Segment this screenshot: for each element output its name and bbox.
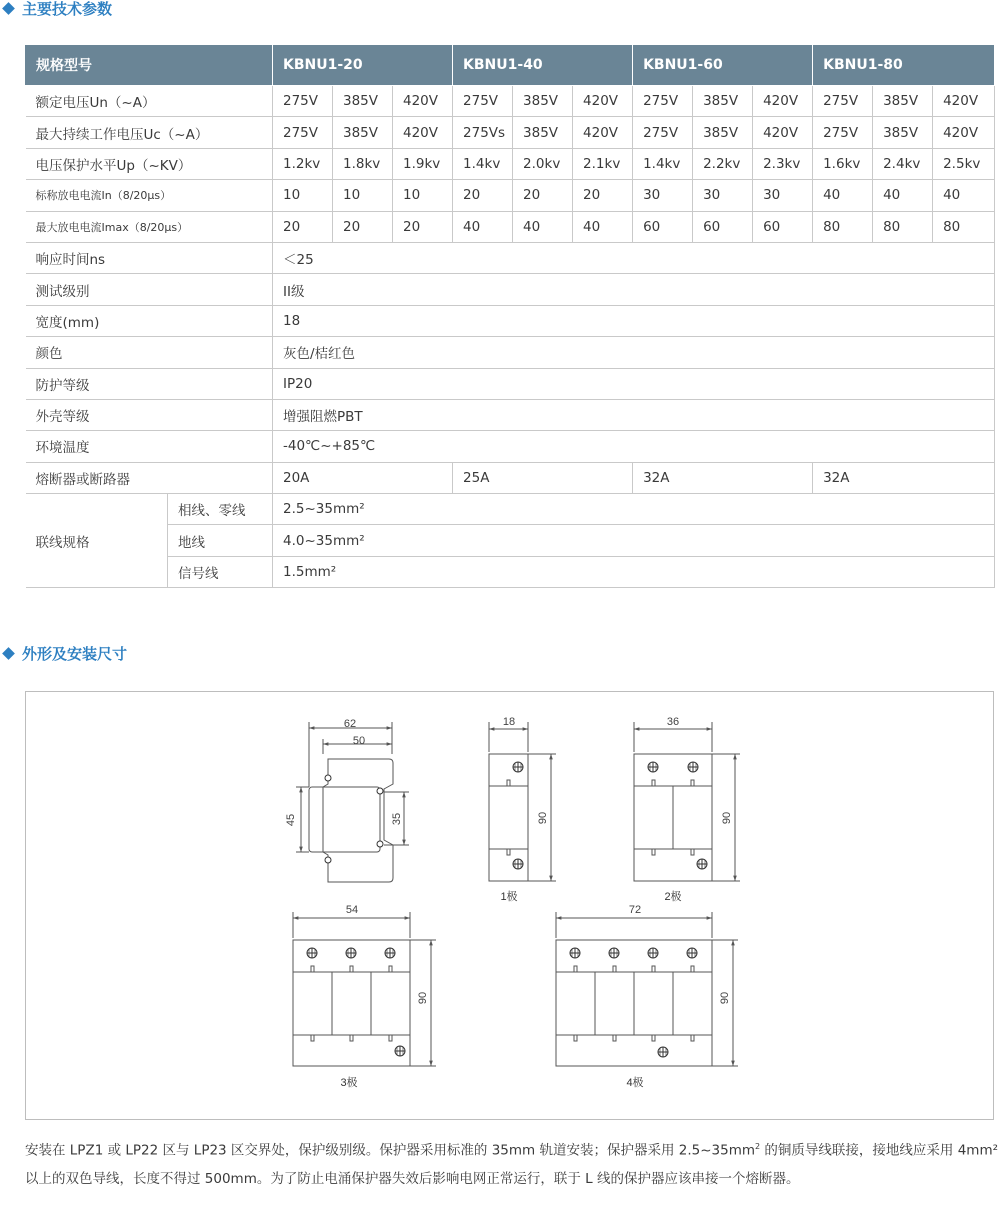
dim-label: 90 (417, 991, 429, 1005)
dim-label: 45 (285, 813, 297, 827)
table-cell: 2.3kv (753, 148, 813, 179)
table-cell: 10 (273, 180, 333, 211)
row-label: 联线规格 (26, 494, 168, 588)
row-sublabel: 相线、零线 (168, 494, 273, 525)
row-label: 电压保护水平Up（~KV） (26, 148, 273, 179)
table-header-row (26, 45, 995, 86)
table-cell: 60 (693, 211, 753, 242)
table-cell: 420V (393, 117, 453, 148)
description-text: 安装在 LPZ1 或 LP22 区与 LP23 区交界处，保护级别级。保护器采用标准的 35mm 轨道安装；保护器采用 2.5~35mm (25, 1142, 756, 1159)
table-row (26, 399, 995, 430)
description-text: 的铜质导线联接，接地线应采用 4mm² 以上的双色导线，长度不得过 500mm。为了防止电涌保护器失效后影响电网正常运行，联于 L 线的保护器应该串接一个熔断器。 (25, 1142, 999, 1187)
table-row (26, 117, 995, 148)
table-cell: 275V (633, 117, 693, 148)
table-cell: ＜25 (273, 242, 995, 273)
dim-label: 90 (719, 991, 731, 1005)
table-cell: 275V (813, 117, 873, 148)
spec-table (25, 44, 995, 588)
dim-label: 90 (537, 811, 549, 825)
installation-description (25, 1133, 1000, 1193)
table-row (26, 431, 995, 462)
diamond-icon (2, 647, 15, 660)
table-cell: 385V (873, 86, 933, 117)
table-cell: 40 (573, 211, 633, 242)
row-label: 环境温度 (26, 431, 273, 462)
header-model: KBNU1-20 (273, 45, 453, 86)
table-row (26, 494, 995, 525)
pole1-drawing (489, 716, 556, 903)
section-title-dimensions (4, 643, 127, 664)
table-cell: 1.5mm² (273, 556, 995, 587)
pole-label: 4极 (626, 1077, 644, 1089)
table-cell: 80 (933, 211, 995, 242)
table-row (26, 180, 995, 211)
table-cell: 420V (933, 86, 995, 117)
table-cell: 385V (693, 86, 753, 117)
table-cell: 32A (813, 462, 995, 493)
table-cell: 40 (873, 180, 933, 211)
side-view-drawing (285, 718, 409, 882)
dim-label: 90 (721, 811, 733, 825)
diamond-icon (2, 2, 15, 15)
row-label: 宽度(mm) (26, 305, 273, 336)
row-label: 额定电压Un（~A） (26, 86, 273, 117)
row-label: 防护等级 (26, 368, 273, 399)
table-cell: 275V (453, 86, 513, 117)
row-label: 最大放电电流Imax（8/20μs） (26, 211, 273, 242)
table-cell: 420V (573, 86, 633, 117)
table-cell: 18 (273, 305, 995, 336)
table-cell: 30 (753, 180, 813, 211)
table-cell: 2.5kv (933, 148, 995, 179)
pole3-drawing (293, 904, 436, 1089)
pole-label: 2极 (664, 891, 682, 903)
dim-label: 62 (343, 718, 357, 730)
dim-label: 18 (502, 716, 516, 728)
row-sublabel: 信号线 (168, 556, 273, 587)
table-cell: 420V (573, 117, 633, 148)
dimension-diagram (25, 691, 994, 1120)
header-model: KBNU1-60 (633, 45, 813, 86)
table-cell: 1.6kv (813, 148, 873, 179)
table-cell: II级 (273, 274, 995, 305)
table-cell: 385V (873, 117, 933, 148)
table-cell: 80 (813, 211, 873, 242)
table-cell: 420V (393, 86, 453, 117)
table-cell: 2.1kv (573, 148, 633, 179)
table-cell: 25A (453, 462, 633, 493)
table-cell: 32A (633, 462, 813, 493)
table-cell: -40℃~+85℃ (273, 431, 995, 462)
superscript: 2 (755, 1142, 761, 1151)
row-label: 测试级别 (26, 274, 273, 305)
table-cell: 40 (813, 180, 873, 211)
table-cell: 20 (333, 211, 393, 242)
table-cell: IP20 (273, 368, 995, 399)
dim-label: 54 (345, 904, 359, 916)
table-cell: 10 (333, 180, 393, 211)
table-cell: 385V (333, 117, 393, 148)
section-title-text: 外形及安装尺寸 (22, 645, 128, 663)
table-cell: 40 (933, 180, 995, 211)
row-label: 最大持续工作电压Uc（~A） (26, 117, 273, 148)
table-cell: 275Vs (453, 117, 513, 148)
table-row (26, 86, 995, 117)
table-cell: 20 (573, 180, 633, 211)
table-cell: 30 (633, 180, 693, 211)
table-cell: 275V (273, 117, 333, 148)
table-cell: 275V (813, 86, 873, 117)
table-cell: 1.2kv (273, 148, 333, 179)
table-cell: 灰色/桔红色 (273, 337, 995, 368)
table-cell: 1.8kv (333, 148, 393, 179)
table-row (26, 211, 995, 242)
table-cell: 275V (273, 86, 333, 117)
table-cell: 20A (273, 462, 453, 493)
table-cell: 2.0kv (513, 148, 573, 179)
table-cell: 20 (513, 180, 573, 211)
table-cell: 1.4kv (633, 148, 693, 179)
table-cell: 10 (393, 180, 453, 211)
table-cell: 30 (693, 180, 753, 211)
table-cell: 1.9kv (393, 148, 453, 179)
table-row (26, 274, 995, 305)
table-row (26, 525, 995, 556)
table-row (26, 368, 995, 399)
table-cell: 385V (513, 86, 573, 117)
table-cell: 385V (333, 86, 393, 117)
table-cell: 60 (633, 211, 693, 242)
table-row (26, 242, 995, 273)
table-row (26, 462, 995, 493)
row-sublabel: 地线 (168, 525, 273, 556)
table-cell: 40 (513, 211, 573, 242)
dim-label: 50 (352, 735, 366, 747)
table-row (26, 305, 995, 336)
header-label: 规格型号 (26, 45, 273, 86)
dim-label: 72 (628, 904, 642, 916)
table-cell: 2.5~35mm² (273, 494, 995, 525)
pole-label: 1极 (500, 891, 518, 903)
table-cell: 80 (873, 211, 933, 242)
row-label: 熔断器或断路器 (26, 462, 273, 493)
table-cell: 20 (393, 211, 453, 242)
table-cell: 20 (453, 180, 513, 211)
table-cell: 385V (693, 117, 753, 148)
table-cell: 420V (753, 117, 813, 148)
row-label: 外壳等级 (26, 399, 273, 430)
header-model: KBNU1-40 (453, 45, 633, 86)
row-label: 颜色 (26, 337, 273, 368)
table-cell: 40 (453, 211, 513, 242)
table-cell: 420V (753, 86, 813, 117)
table-cell: 2.2kv (693, 148, 753, 179)
table-cell: 420V (933, 117, 995, 148)
table-cell: 4.0~35mm² (273, 525, 995, 556)
row-label: 标称放电电流In（8/20μs） (26, 180, 273, 211)
table-cell: 2.4kv (873, 148, 933, 179)
pole4-drawing (556, 904, 738, 1089)
table-row (26, 337, 995, 368)
dim-label: 35 (391, 812, 403, 826)
table-row (26, 148, 995, 179)
header-model: KBNU1-80 (813, 45, 995, 86)
row-label: 响应时间ns (26, 242, 273, 273)
table-cell: 增强阻燃PBT (273, 399, 995, 430)
table-cell: 20 (273, 211, 333, 242)
table-row (26, 556, 995, 587)
pole-label: 3极 (340, 1077, 358, 1089)
table-cell: 1.4kv (453, 148, 513, 179)
table-cell: 60 (753, 211, 813, 242)
section-title-text: 主要技术参数 (22, 0, 113, 18)
table-cell: 385V (513, 117, 573, 148)
pole2-drawing (634, 716, 740, 903)
section-title-specs (4, 0, 112, 19)
dim-label: 36 (666, 716, 680, 728)
table-cell: 275V (633, 86, 693, 117)
